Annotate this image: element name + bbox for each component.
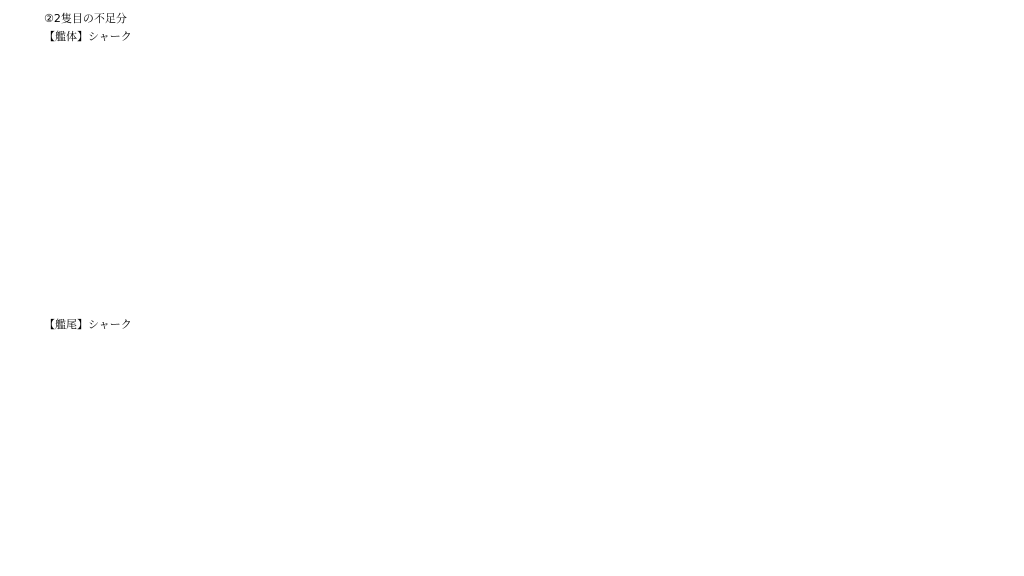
section-title: 【艦尾】シャーク [44, 318, 132, 331]
page-title: ②2隻目の不足分 [44, 12, 127, 25]
sheet [44, 10, 980, 570]
section-title: 【艦体】シャーク [44, 30, 132, 43]
